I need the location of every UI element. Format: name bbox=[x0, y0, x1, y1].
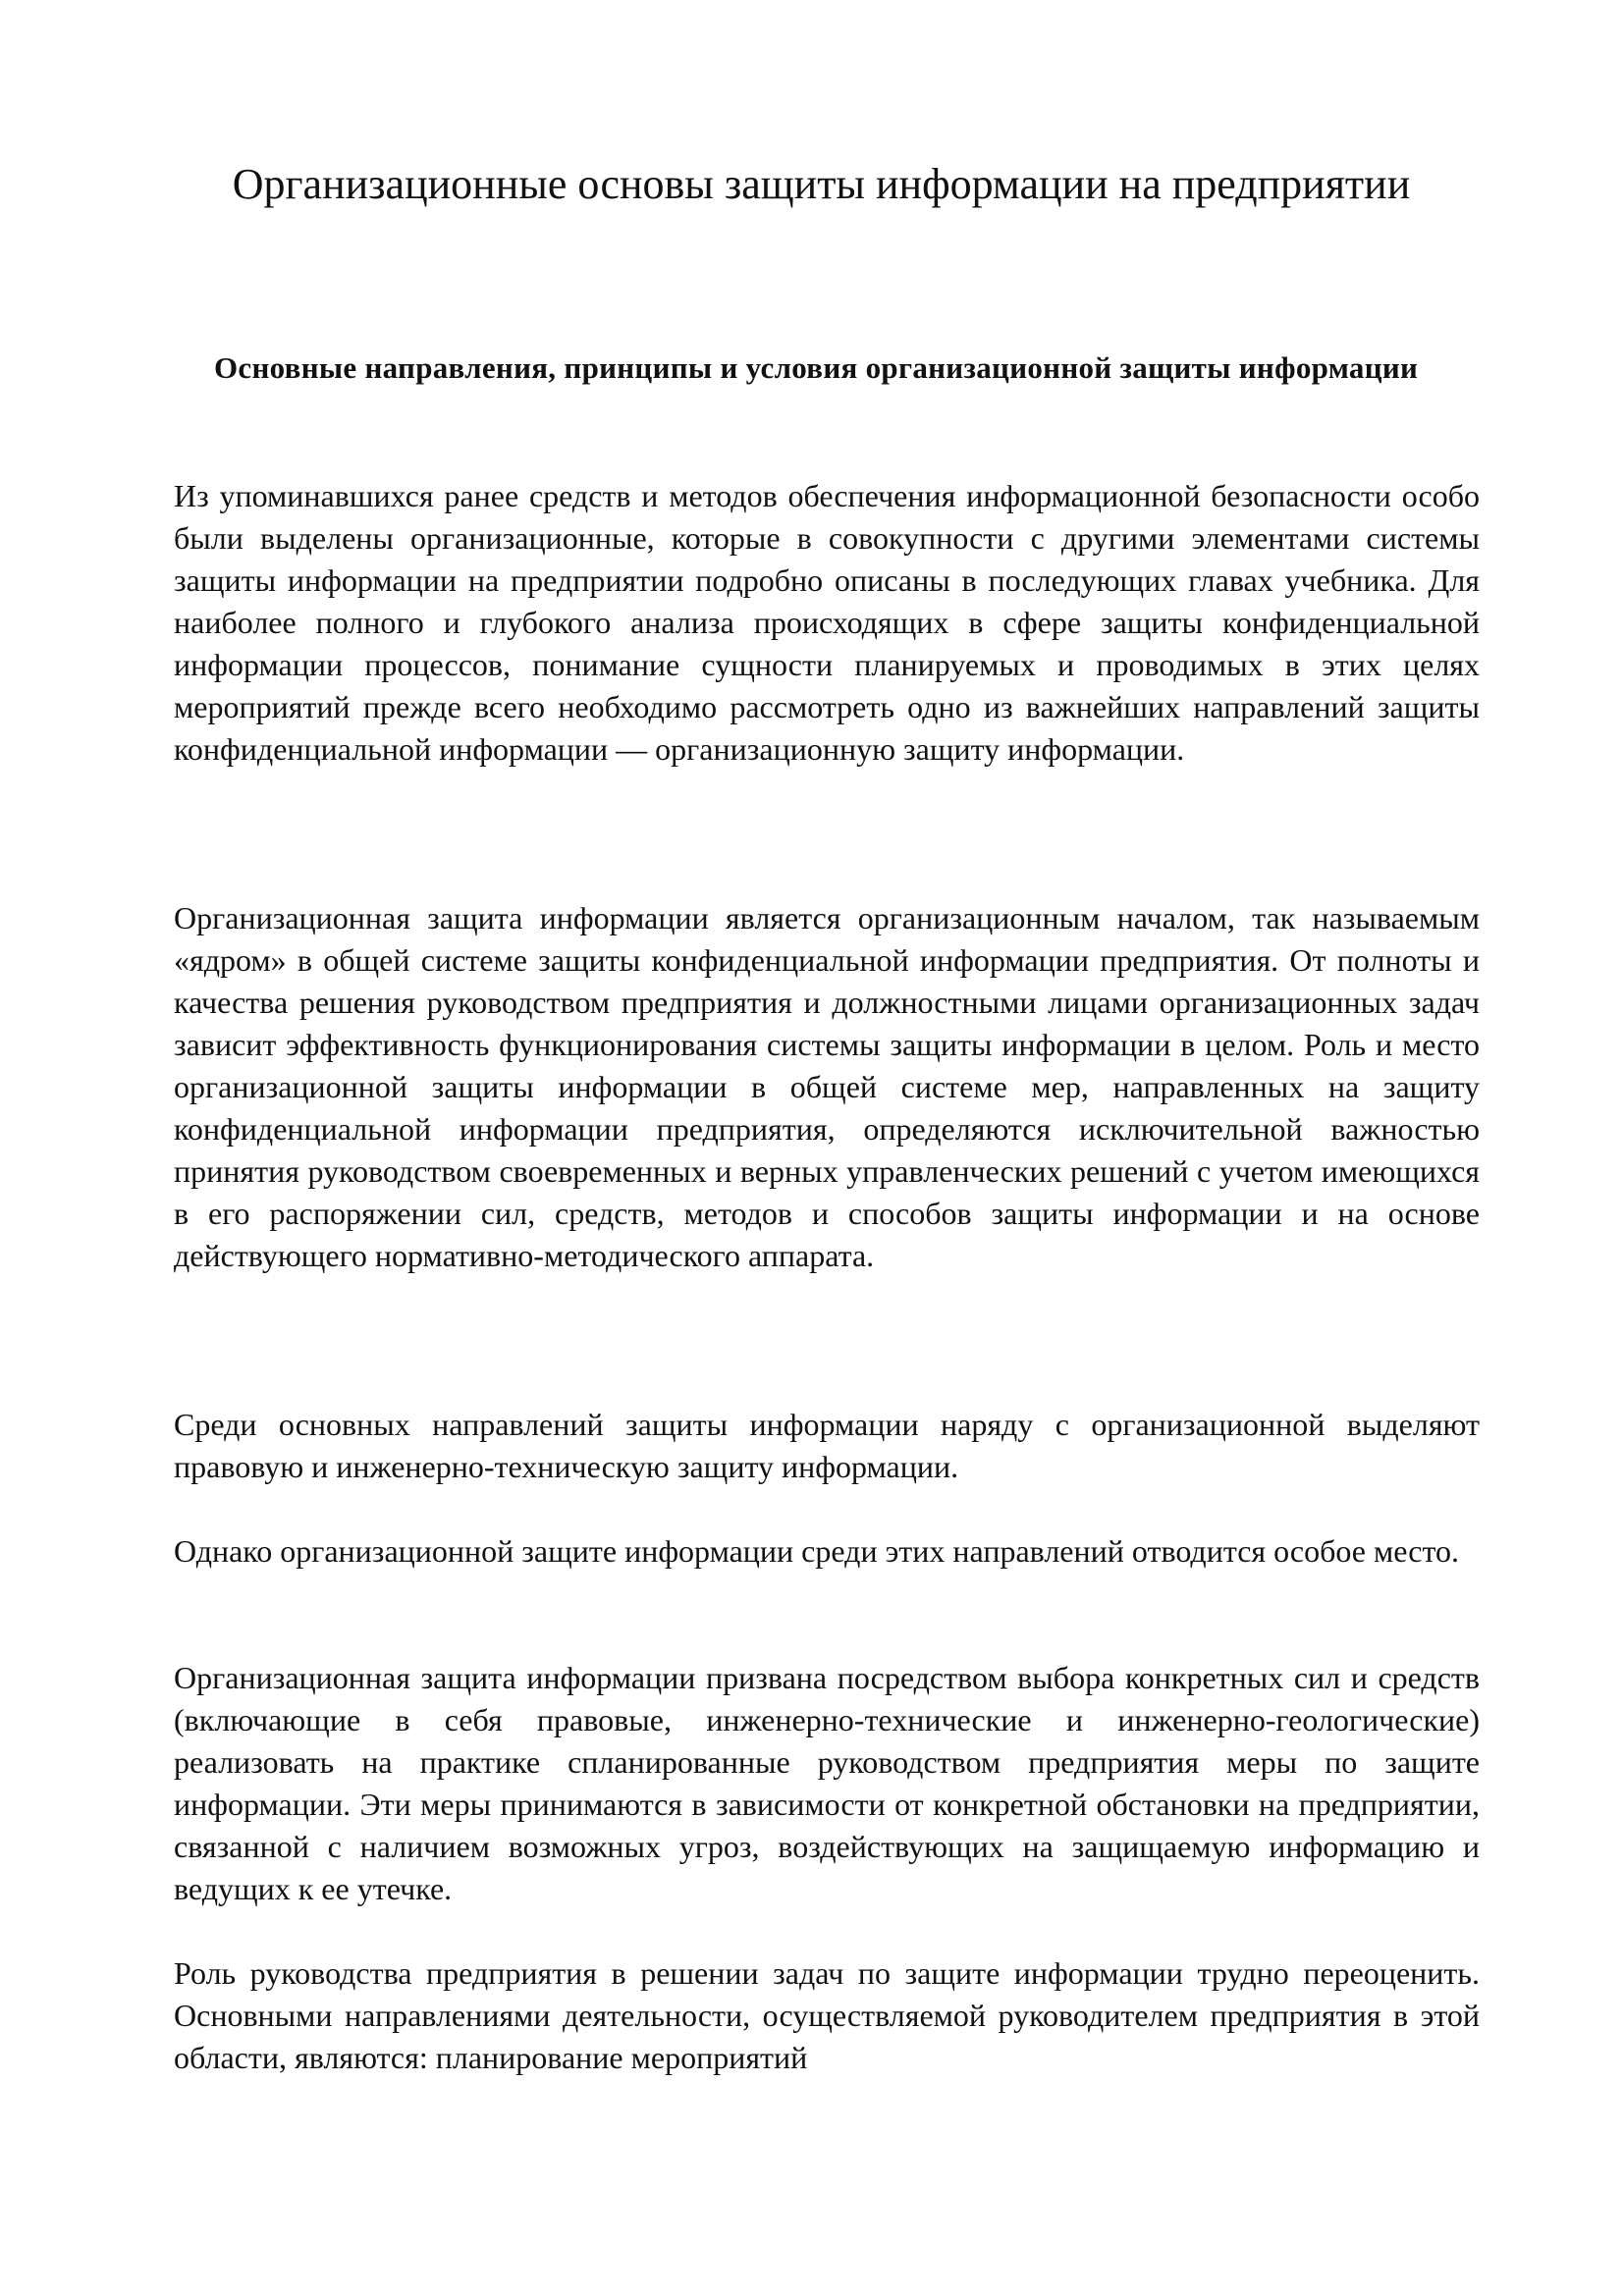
document-title: Организационные основы защиты информации на предприятии bbox=[232, 160, 1411, 208]
section-heading: Основные направления, принципы и условия организационной защиты информации bbox=[214, 350, 1419, 385]
paragraph-1: Из упоминавшихся ранее средств и методов обеспечения информационной безопасности особо были выделены организационные, которые в совокупности с другими элементами системы защиты информации на предприятии подробно описаны в последующих главах учебника. Для наиболее полного и глубокого анализа происходящих в сфере защиты конфиденциальной информации процессов, понимание сущности планируемых и проводимых в этих целях мероприятий прежде всего необходимо рассмотреть одно из важнейших направлений защиты конфиденциальной информации — организационную защиту информации. bbox=[174, 478, 1480, 767]
paragraph-5: Организационная защита информации призвана посредством выбора конкретных сил и средств (включающие в себя правовые, инженерно-технические и инженерно-геологические) реализовать на практике спланированные руководством предприятия меры по защите информации. Эти меры принимаются в зависимости от конкретной обстановки на предприятии, связанной с наличием возможных угроз, воздействующих на защищаемую информацию и ведущих к ее утечке. bbox=[174, 1660, 1480, 1906]
paragraph-2: Организационная защита информации является организационным началом, так называемым «ядром» в общей системе защиты конфиденциальной информации предприятия. От полноты и качества решения руководством предприятия и должностными лицами организационных задач зависит эффективность функционирования системы защиты информации в целом. Роль и место организационной защиты информации в общей системе мер, направленных на защиту конфиденциальной информации предприятия, определяются исключительной важностью принятия руководством своевременных и верных управленческих решений с учетом имеющихся в его распоряжении сил, средств, методов и способов защиты информации и на основе действующего нормативно-методического аппарата. bbox=[174, 900, 1480, 1273]
paragraph-6: Роль руководства предприятия в решении задач по защите информации трудно переоценить. Основными направлениями деятельности, осуществляемой руководителем предприятия в этой области, являются: планирование мероприятий bbox=[174, 1955, 1480, 2075]
paragraph-4: Однако организационной защите информации среди этих направлений отводится особое место. bbox=[174, 1533, 1459, 1569]
paragraph-3: Среди основных направлений защиты информации наряду с организационной выделяют правовую и инженерно-техническую защиту информации. bbox=[174, 1407, 1480, 1484]
